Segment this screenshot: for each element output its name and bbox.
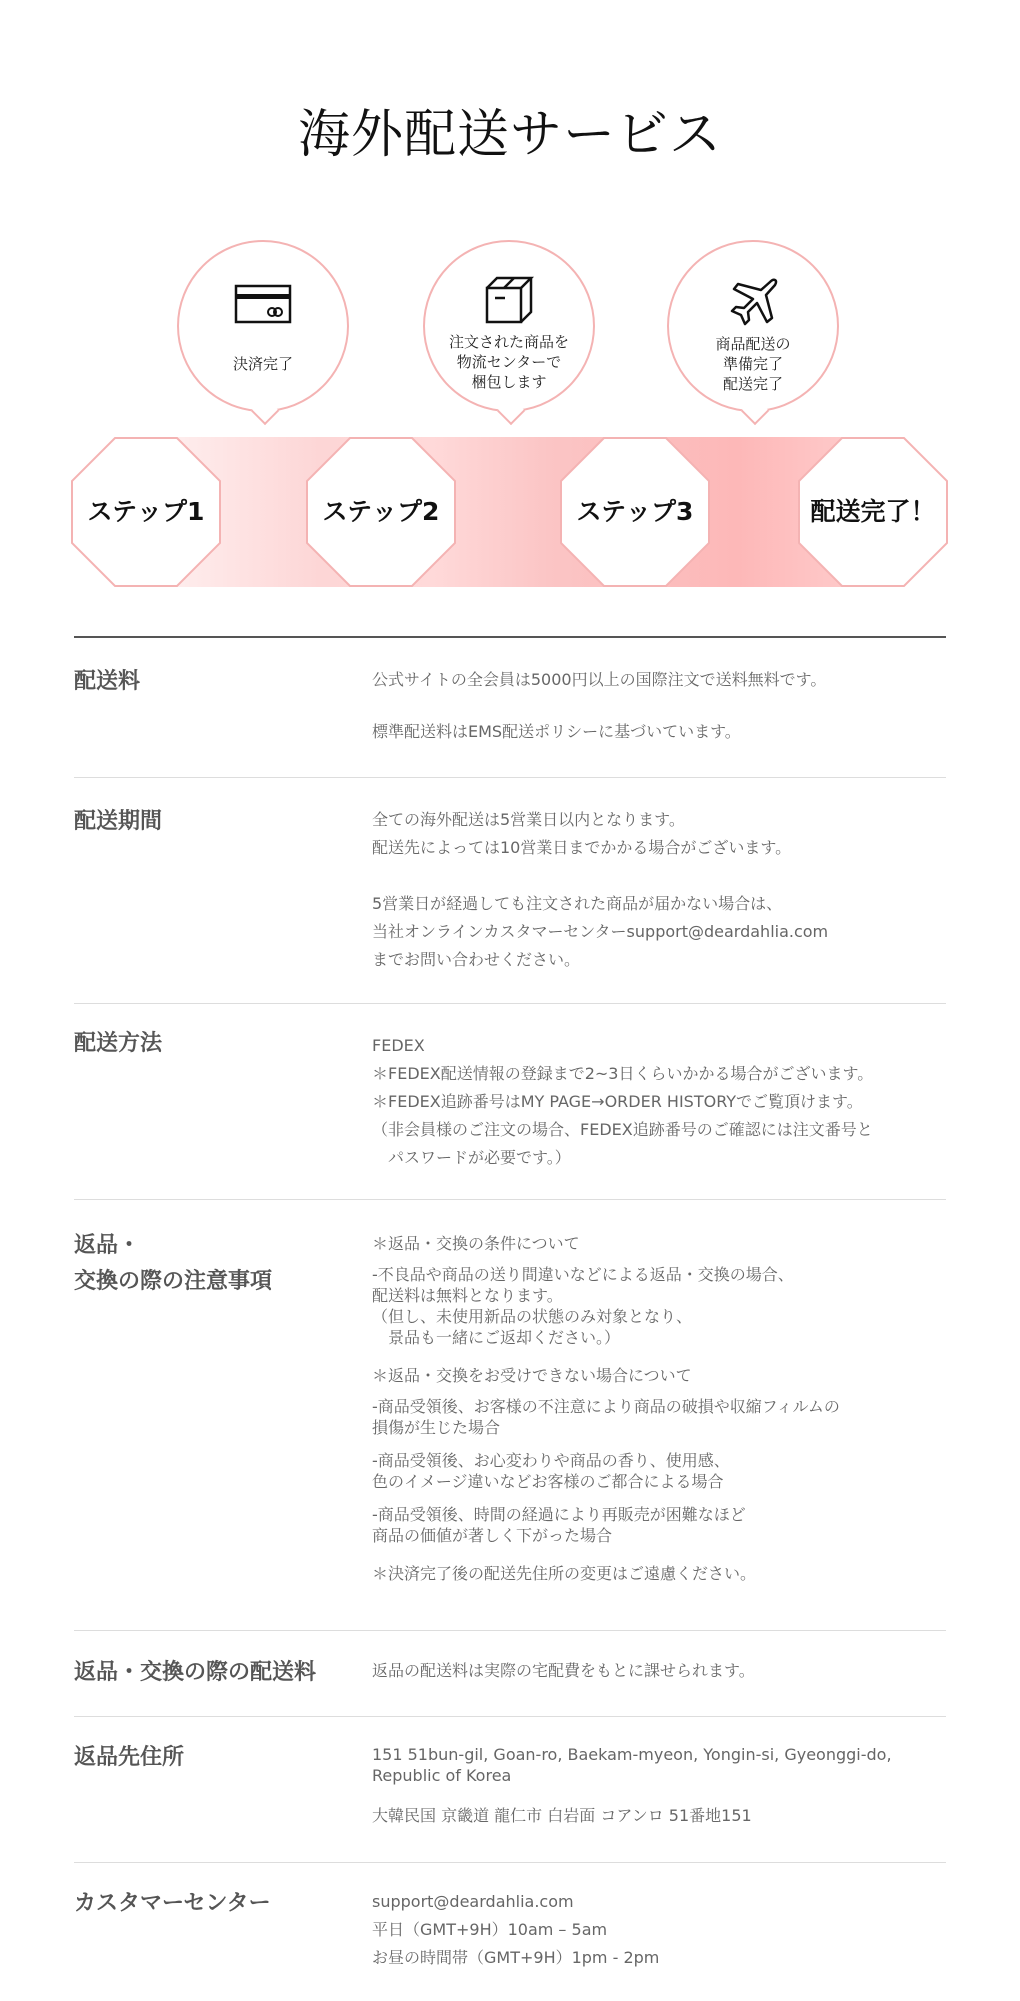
divider — [74, 1716, 946, 1717]
divider — [74, 1630, 946, 1631]
step-label: ステップ1 — [87, 497, 205, 526]
section-title: 配送方法 — [74, 1031, 163, 1056]
bubble-payment — [177, 240, 349, 412]
step-1-badge — [71, 437, 221, 587]
bubble-label: 決済完了 — [232, 355, 293, 373]
shipping-flow-diagram — [0, 0, 1020, 600]
bubble-shipping — [667, 240, 839, 412]
section-text: 返品の配送料は実際の宅配費をもとに課せられます。 — [372, 1661, 755, 1680]
section-text: 全ての海外配送は5営業日以内となります。 配送先によっては10営業日までかかる場合がございます。 — [372, 810, 792, 857]
step-label: ステップ2 — [322, 497, 440, 526]
delivery-complete-badge — [798, 437, 948, 587]
bubble-label: 商品配送の 準備完了 配送完了 — [715, 335, 791, 393]
section-text: ＊返品・交換をお受けできない場合について — [372, 1366, 692, 1385]
top-divider — [74, 636, 946, 638]
bubble-packing — [423, 240, 595, 412]
section-text: -商品受領後、お心変わりや商品の香り、使用感、 色のイメージ違いなどお客様のご都合による場合 — [372, 1451, 730, 1491]
section-text: 公式サイトの全会員は5000円以上の国際注文で送料無料です。 — [372, 670, 827, 689]
section-text: FEDEX ＊FEDEX配送情報の登録まで2~3日くらいかかる場合がございます。 ＊FEDEX追跡番号はMY PAGE→ORDER HISTORYでご覧頂けます。 （非会員様のご注文の場合、FEDEX追跡番号のご確認には注文番号と パスワードが必要です。） — [372, 1036, 874, 1167]
section-text: support@deardahlia.com 平日（GMT+9H）10am – 5am お昼の時間帯（GMT+9H）1pm - 2pm — [372, 1892, 660, 1967]
page-title: 海外配送サービス — [297, 105, 722, 165]
step-label: ステップ3 — [576, 497, 694, 526]
section-title: 返品・交換の際の配送料 — [74, 1660, 317, 1685]
section-text: -不良品や商品の送り間違いなどによる返品・交換の場合、 配送料は無料となります。 （但し、未使用新品の状態のみ対象となり、 景品も一緒にご返却ください。） — [372, 1265, 794, 1347]
section-title: 配送期間 — [74, 809, 163, 834]
section-text: 5営業日が経過しても注文された商品が届かない場合は、 当社オンラインカスタマーセンターsupport@deardahlia.com までお問い合わせください。 — [372, 894, 829, 969]
credit-card-icon — [179, 282, 347, 338]
bubble-label: 注文された商品を 物流センターで 梱包します — [448, 333, 569, 391]
section-title: 返品・ 交換の際の注意事項 — [74, 1233, 273, 1294]
step-label: 配送完了！ — [810, 497, 936, 526]
section-title: カスタマーセンター — [74, 1891, 271, 1916]
section-title: 返品先住所 — [74, 1745, 185, 1770]
section-text: 大韓民国 京畿道 龍仁市 白岩面 コアンロ 51番地151 — [372, 1806, 752, 1825]
section-text: -商品受領後、時間の経過により再販売が困難なほど 商品の価値が著しく下がった場合 — [372, 1505, 746, 1545]
airplane-icon — [669, 276, 837, 332]
section-title: 配送料 — [74, 669, 141, 694]
progress-band — [130, 437, 890, 587]
divider — [74, 1003, 946, 1004]
divider — [74, 777, 946, 778]
section-text: ＊返品・交換の条件について — [372, 1234, 580, 1253]
package-box-icon — [425, 274, 593, 330]
section-text: ＊決済完了後の配送先住所の変更はご遠慮ください。 — [372, 1564, 757, 1583]
step-3-badge — [560, 437, 710, 587]
divider — [74, 1199, 946, 1200]
section-text: 151 51bun-gil, Goan-ro, Baekam-myeon, Yongin-si, Gyeonggi-do, Republic of Korea — [372, 1745, 892, 1785]
section-text: -商品受領後、お客様の不注意により商品の破損や収縮フィルムの 損傷が生じた場合 — [372, 1397, 840, 1437]
step-2-badge — [306, 437, 456, 587]
divider — [74, 1862, 946, 1863]
section-text: 標準配送料はEMS配送ポリシーに基づいています。 — [372, 722, 741, 741]
